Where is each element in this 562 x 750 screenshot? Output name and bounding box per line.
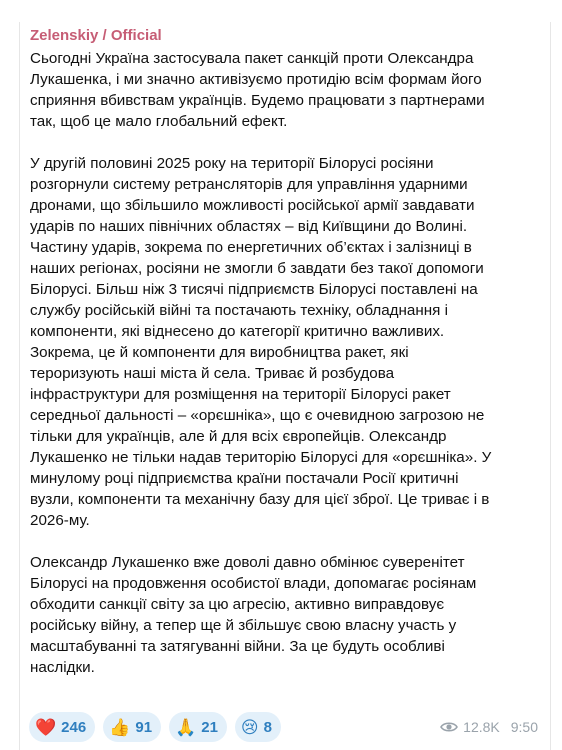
post-paragraph-3 — [30, 552, 546, 678]
text-line: Частину ударів, зокрема по енергетичних об’єктах і залізниці в — [30, 239, 472, 256]
reaction-folded-hands-button[interactable] — [169, 712, 227, 742]
reactions-bar — [29, 712, 281, 742]
text-line: минулому році підприємства країни постачали Росії критичні — [30, 470, 459, 487]
text-line: дронами, що збільшило можливості російської армії завдавати — [30, 197, 475, 214]
thumbs-up-icon: 👍 — [109, 717, 131, 737]
paragraph-gap — [30, 132, 546, 153]
text-line: тільки для українців, але й для всіх європейців. Олександр — [30, 428, 447, 445]
text-line: розгорнули систему ретрансляторів для управління ударними — [30, 176, 468, 193]
text-line: Лукашенка, і ми значно активізуємо протидію всім формам його — [30, 71, 482, 88]
text-line: середньої дальності – «орєшніка», що є очевидною загрозою не — [30, 407, 485, 424]
views-count: 12.8K — [463, 719, 500, 735]
text-line: Білорусі. Більш ніж 3 тисячі підприємств Білорусі поставлені на — [30, 281, 478, 298]
reaction-count: 8 — [263, 718, 272, 736]
text-line: вузли, компоненти та механічну базу для цієї зброї. Це триває і в — [30, 491, 490, 508]
text-line: Зокрема, це й компоненти для виробництва ракет, які — [30, 344, 409, 361]
text-line: Лукашенко не тільки надав територію Білорусі для «орєшніка». У — [30, 449, 492, 466]
message-meta — [440, 719, 538, 735]
text-line: Олександр Лукашенко вже доволі давно обмінює суверенітет — [30, 554, 465, 571]
text-line: службу російській війні та постачають техніку, обладнання і — [30, 302, 448, 319]
reaction-crying-face-button[interactable] — [235, 712, 281, 742]
text-line: обходити санкції світу за цю агресію, активно виправдовує — [30, 596, 445, 613]
text-line: компоненти, які віднесено до категорії критично важливих. — [30, 323, 445, 340]
text-line: наслідки. — [30, 659, 95, 676]
post-text — [30, 48, 546, 678]
text-line: наших регіонах, росіяни не змогли б завдати без такої допомоги — [30, 260, 484, 277]
text-line: ударів по наших північних областях – від Київщини до Волині. — [30, 218, 468, 235]
message-bubble — [19, 22, 551, 750]
text-line: масштабуванні та затягуванні війни. За це будуть особливі — [30, 638, 445, 655]
text-line: Сьогодні Україна застосувала пакет санкцій проти Олександра — [30, 50, 474, 67]
text-line: тероризують наші міста й села. Триває й розбудова — [30, 365, 395, 382]
reaction-count: 21 — [201, 718, 218, 736]
text-line: інфраструктури для розміщення на території Білорусі ракет — [30, 386, 451, 403]
text-line: 2026-му. — [30, 512, 90, 529]
text-line: Білорусі на продовження особистої влади, допомагає росіянам — [30, 575, 477, 592]
text-line: сприяння вбивствам українців. Будемо працювати з партнерами — [30, 92, 485, 109]
eye-icon — [440, 721, 458, 733]
folded-hands-icon: 🙏 — [175, 717, 197, 737]
post-paragraph-1 — [30, 48, 546, 132]
reaction-thumbs-up-button[interactable] — [103, 712, 161, 742]
reaction-heart-button[interactable] — [29, 712, 95, 742]
message-time: 9:50 — [510, 719, 538, 735]
channel-name[interactable]: Zelenskiy / Official — [30, 27, 162, 44]
text-line: так, щоб це мало глобальний ефект. — [30, 113, 288, 130]
crying-face-icon: 😢 — [240, 717, 259, 737]
paragraph-gap — [30, 531, 546, 552]
text-line: У другій половині 2025 року на території Білорусі росіяни — [30, 155, 434, 172]
heart-icon: ❤️ — [35, 717, 57, 737]
reaction-count: 91 — [135, 718, 153, 736]
reaction-count: 246 — [61, 718, 87, 736]
post-paragraph-2 — [30, 153, 546, 531]
text-line: російську війну, а тепер ще й збільшує свою власну участь у — [30, 617, 457, 634]
